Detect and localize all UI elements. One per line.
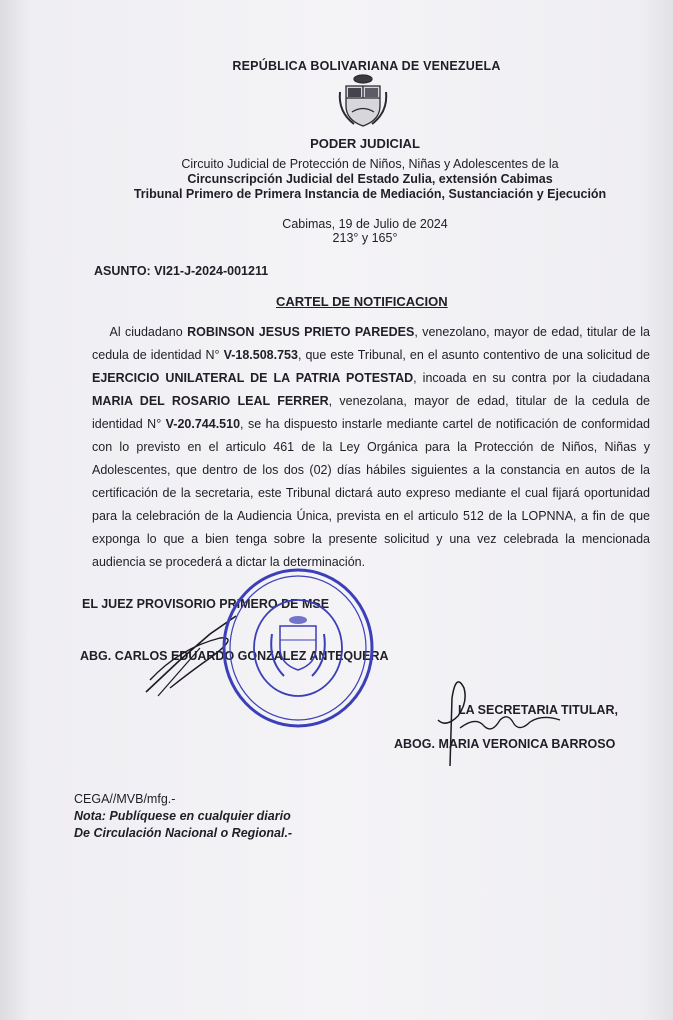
case-matter: EJERCICIO UNILATERAL DE LA PATRIA POTESTAD — [92, 371, 414, 385]
body-text-4: , incoada en su contra por la ciudadana — [413, 371, 650, 385]
body-text-3: , que este Tribunal, en el asunto contentivo de una solicitud de — [297, 348, 650, 362]
body-text-1: Al ciudadano — [109, 325, 188, 339]
body-text-5: , venezolana, mayor de edad, titular de la cedula de identidad N° — [92, 394, 651, 431]
date-line: Cabimas, 19 de Julio de 2024 — [282, 217, 448, 231]
transcriber-initials: CEGA//MVB/mfg.- — [74, 792, 176, 806]
respondent-name: ROBINSON JESUS PRIETO PAREDES — [187, 325, 415, 339]
note-line-2: De Circulación Nacional o Regional.- — [74, 826, 293, 840]
judge-title: EL JUEZ PROVISORIO PRIMERO DE MSE — [82, 597, 330, 611]
petitioner-name: MARIA DEL ROSARIO LEAL FERRER — [92, 394, 329, 408]
court-heading — [80, 157, 660, 202]
case-number: ASUNTO: VI21-J-2024-001211 — [94, 264, 269, 278]
coat-of-arms-icon — [336, 72, 390, 130]
court-line-2: Circunscripción Judicial del Estado Zulia, extensión Cabimas — [187, 172, 553, 186]
date-block — [250, 217, 480, 245]
secretary-signature-icon — [430, 668, 580, 768]
secretary-name: ABOG. MARIA VERONICA BARROSO — [394, 737, 616, 751]
notice-body — [92, 321, 650, 574]
years-line: 213° y 165° — [332, 231, 398, 245]
respondent-id: V-18.508.753 — [223, 348, 298, 362]
notice-paragraph — [92, 321, 650, 574]
secretary-title: LA SECRETARIA TITULAR, — [458, 703, 618, 717]
country-heading: REPÚBLICA BOLIVARIANA DE VENEZUELA — [232, 59, 501, 73]
court-seal-icon — [218, 568, 378, 728]
note-line-1: Nota: Publíquese en cualquier diario — [74, 809, 291, 823]
petitioner-id: V-20.744.510 — [165, 417, 241, 431]
court-line-3: Tribunal Primero de Primera Instancia de Mediación, Sustanciación y Ejecución — [133, 187, 607, 201]
document-title: CARTEL DE NOTIFICACION — [276, 294, 448, 309]
judicial-branch-heading: PODER JUDICIAL — [310, 136, 420, 151]
publication-note — [74, 808, 292, 842]
body-text-6: , se ha dispuesto instarle mediante cartel de notificación de conformidad con lo previsto en el articulo 461 de la Ley Orgánica para la Protección de Niños, Niñas y Adolescentes, que dentro de los dos (02) días hábiles siguientes a la constancia en autos de la certificación de la secretaria, este Tribunal dictará auto expreso mediante el cual fijará oportunidad para la celebración de la Audiencia Única, prevista en el articulo 512 de la LOPNNA, a fin de que exponga lo que a bien tenga sobre la presente solicitud y una vez celebrada la mencionada audiencia se procederá a dictar la determinación. — [92, 417, 650, 569]
judge-name: ABG. CARLOS EDUARDO GONZALEZ ANTEQUERA — [80, 649, 389, 663]
court-line-1: Circuito Judicial de Protección de Niños, Niñas y Adolescentes de la — [181, 157, 559, 171]
body-text-2: , venezolano, mayor de edad, titular de la cedula de identidad N° — [92, 325, 650, 362]
